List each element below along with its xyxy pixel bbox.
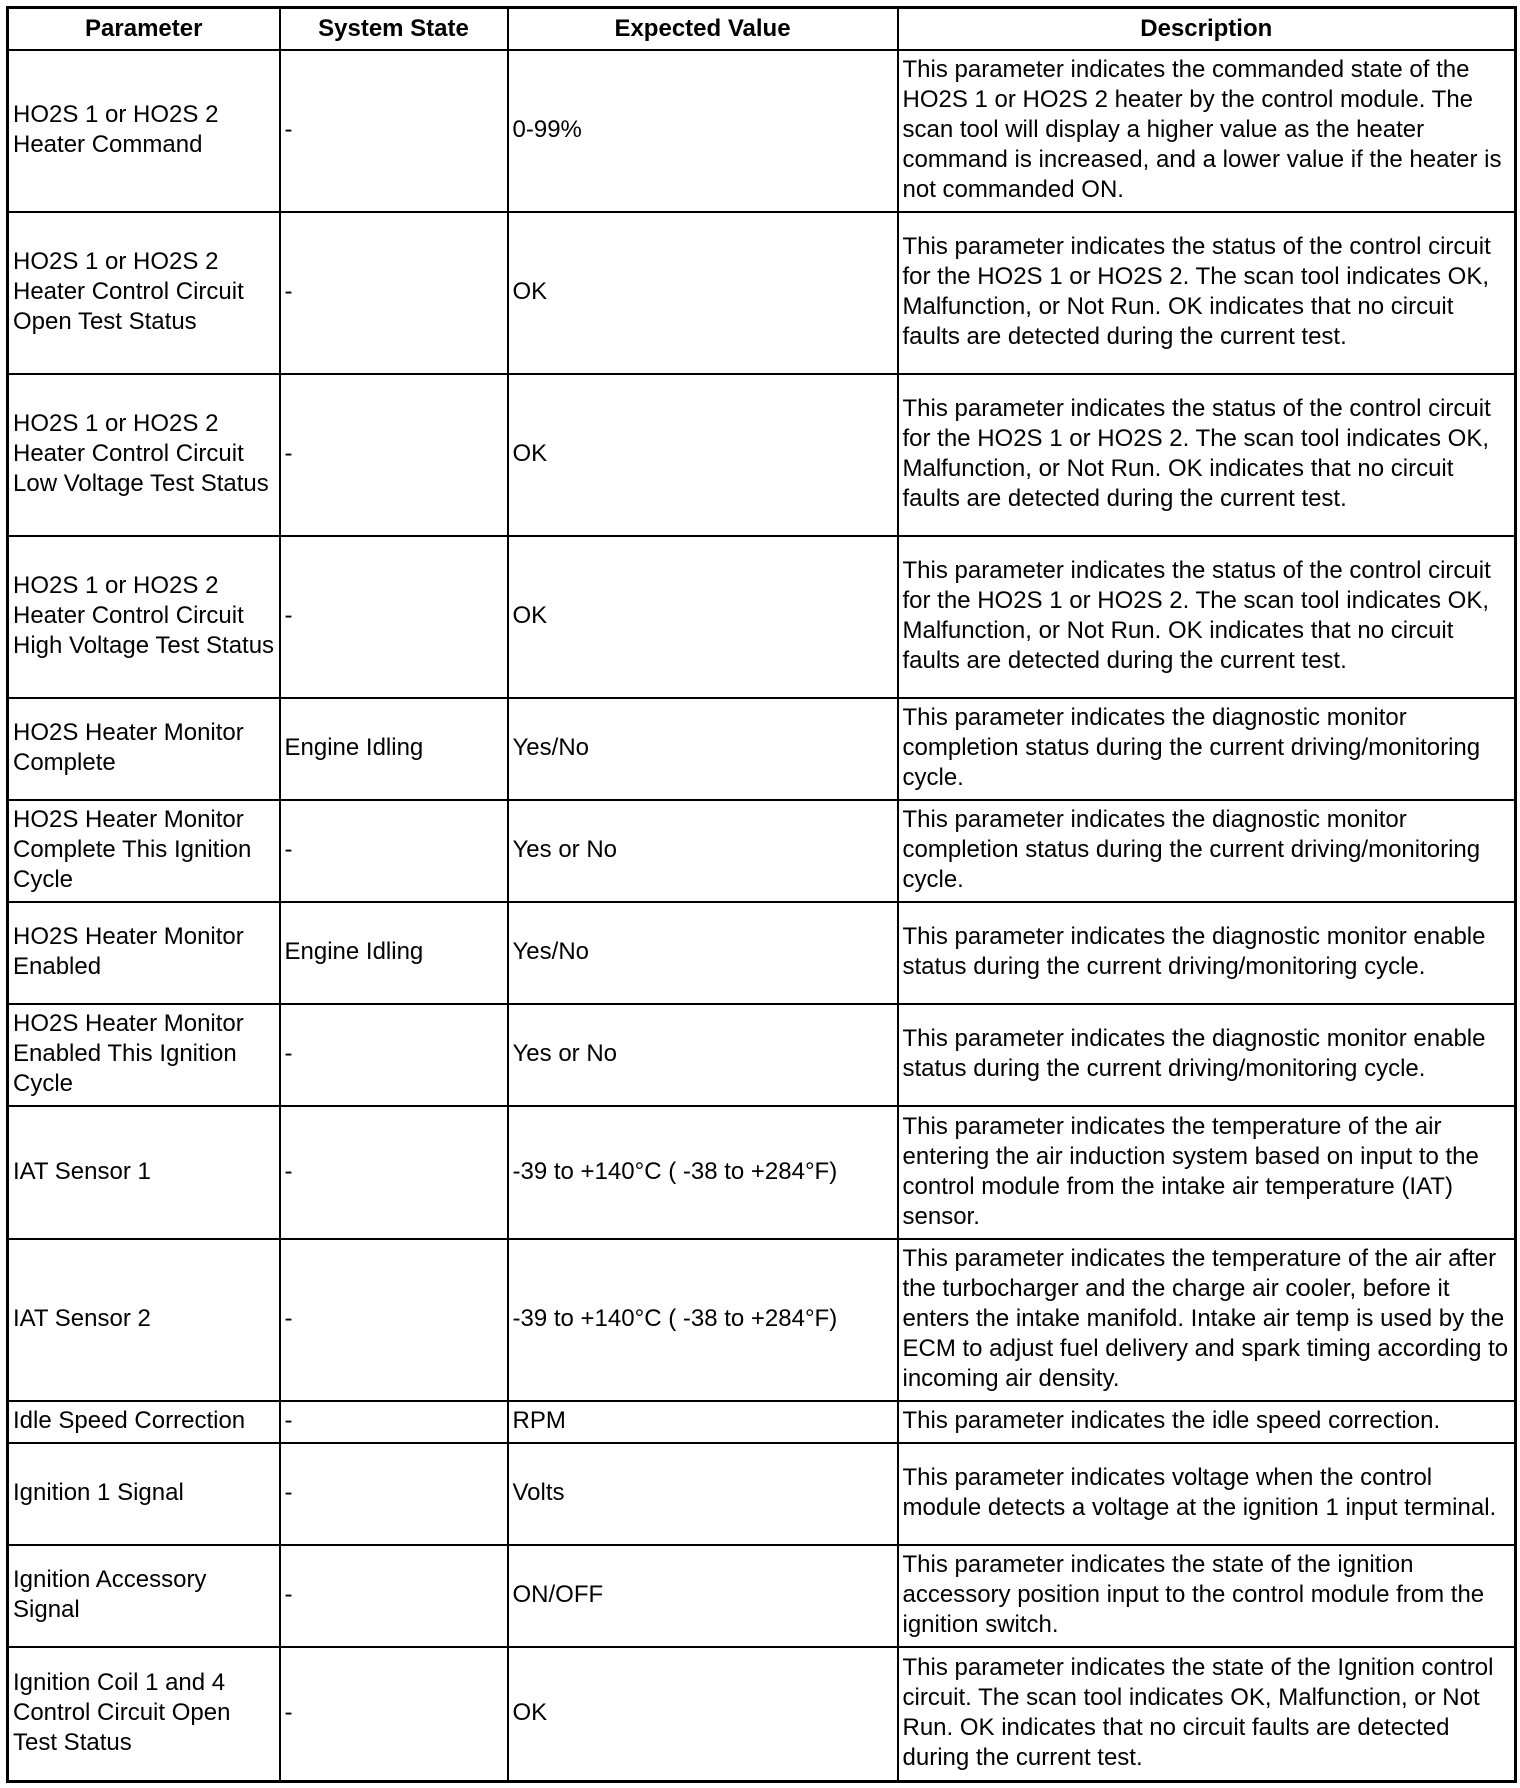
cell-description: This parameter indicates the diagnostic monitor completion status during the current driving/monitoring cycle. — [898, 698, 1516, 800]
table-row — [8, 1545, 1516, 1647]
cell-system-state: - — [280, 1004, 508, 1106]
cell-expected-value: OK — [508, 212, 898, 374]
cell-parameter: HO2S 1 or HO2S 2 Heater Control Circuit High Voltage Test Status — [8, 536, 280, 698]
header-system-state: System State — [280, 8, 508, 51]
cell-parameter: IAT Sensor 2 — [8, 1239, 280, 1401]
cell-expected-value: Yes/No — [508, 902, 898, 1004]
cell-expected-value: 0-99% — [508, 50, 898, 212]
cell-parameter: HO2S 1 or HO2S 2 Heater Command — [8, 50, 280, 212]
cell-expected-value: OK — [508, 374, 898, 536]
table-row — [8, 50, 1516, 212]
cell-description: This parameter indicates the idle speed correction. — [898, 1401, 1516, 1443]
cell-description: This parameter indicates the status of the control circuit for the HO2S 1 or HO2S 2. The scan tool indicates OK, Malfunction, or Not Run. OK indicates that no circuit faults are detected during the current test. — [898, 374, 1516, 536]
cell-description: This parameter indicates the status of the control circuit for the HO2S 1 or HO2S 2. The scan tool indicates OK, Malfunction, or Not Run. OK indicates that no circuit faults are detected during the current test. — [898, 536, 1516, 698]
cell-system-state: - — [280, 1401, 508, 1443]
cell-description: This parameter indicates the state of the ignition accessory position input to the control module from the ignition switch. — [898, 1545, 1516, 1647]
cell-system-state: - — [280, 1545, 508, 1647]
table-header — [8, 8, 1516, 51]
parameter-table-sheet — [6, 6, 1514, 1783]
cell-system-state: - — [280, 50, 508, 212]
cell-parameter: Ignition Accessory Signal — [8, 1545, 280, 1647]
cell-description: This parameter indicates the diagnostic monitor enable status during the current driving/monitoring cycle. — [898, 902, 1516, 1004]
cell-description: This parameter indicates the temperature of the air entering the air induction system based on input to the control module from the intake air temperature (IAT) sensor. — [898, 1106, 1516, 1239]
cell-parameter: HO2S Heater Monitor Enabled This Ignition Cycle — [8, 1004, 280, 1106]
table-row — [8, 1004, 1516, 1106]
cell-expected-value: -39 to +140°C ( -38 to +284°F) — [508, 1239, 898, 1401]
cell-parameter: IAT Sensor 1 — [8, 1106, 280, 1239]
table-row — [8, 1443, 1516, 1545]
cell-parameter: Ignition 1 Signal — [8, 1443, 280, 1545]
header-parameter: Parameter — [8, 8, 280, 51]
cell-description: This parameter indicates the temperature of the air after the turbocharger and the charge air cooler, before it enters the intake manifold. Intake air temp is used by the ECM to adjust fuel delivery and spark timing according to incoming air density. — [898, 1239, 1516, 1401]
cell-description: This parameter indicates the state of the Ignition control circuit. The scan tool indicates OK, Malfunction, or Not Run. OK indicates that no circuit faults are detected during the current test. — [898, 1647, 1516, 1781]
cell-system-state: - — [280, 800, 508, 902]
cell-expected-value: OK — [508, 536, 898, 698]
header-description: Description — [898, 8, 1516, 51]
cell-expected-value: -39 to +140°C ( -38 to +284°F) — [508, 1106, 898, 1239]
table-row — [8, 800, 1516, 902]
cell-system-state: - — [280, 536, 508, 698]
table-row — [8, 902, 1516, 1004]
cell-system-state: - — [280, 1647, 508, 1781]
cell-expected-value: Yes or No — [508, 1004, 898, 1106]
cell-parameter: Ignition Coil 1 and 4 Control Circuit Open Test Status — [8, 1647, 280, 1781]
cell-parameter: HO2S 1 or HO2S 2 Heater Control Circuit Open Test Status — [8, 212, 280, 374]
table-row — [8, 698, 1516, 800]
cell-system-state: - — [280, 1443, 508, 1545]
cell-expected-value: RPM — [508, 1401, 898, 1443]
parameter-table — [6, 6, 1517, 1783]
cell-parameter: HO2S 1 or HO2S 2 Heater Control Circuit Low Voltage Test Status — [8, 374, 280, 536]
table-row — [8, 1647, 1516, 1781]
cell-expected-value: ON/OFF — [508, 1545, 898, 1647]
cell-expected-value: Yes or No — [508, 800, 898, 902]
table-row — [8, 212, 1516, 374]
cell-expected-value: Volts — [508, 1443, 898, 1545]
cell-description: This parameter indicates voltage when the control module detects a voltage at the ignition 1 input terminal. — [898, 1443, 1516, 1545]
cell-system-state: - — [280, 1239, 508, 1401]
table-row — [8, 1106, 1516, 1239]
cell-expected-value: OK — [508, 1647, 898, 1781]
cell-expected-value: Yes/No — [508, 698, 898, 800]
cell-description: This parameter indicates the diagnostic monitor enable status during the current driving/monitoring cycle. — [898, 1004, 1516, 1106]
cell-parameter: HO2S Heater Monitor Complete — [8, 698, 280, 800]
table-row — [8, 374, 1516, 536]
header-expected-value: Expected Value — [508, 8, 898, 51]
cell-description: This parameter indicates the status of the control circuit for the HO2S 1 or HO2S 2. The scan tool indicates OK, Malfunction, or Not Run. OK indicates that no circuit faults are detected during the current test. — [898, 212, 1516, 374]
cell-system-state: - — [280, 1106, 508, 1239]
cell-parameter: Idle Speed Correction — [8, 1401, 280, 1443]
cell-parameter: HO2S Heater Monitor Enabled — [8, 902, 280, 1004]
cell-system-state: Engine Idling — [280, 698, 508, 800]
table-body — [8, 50, 1516, 1781]
cell-description: This parameter indicates the commanded state of the HO2S 1 or HO2S 2 heater by the control module. The scan tool will display a higher value as the heater command is increased, and a lower value if the heater is not commanded ON. — [898, 50, 1516, 212]
header-row — [8, 8, 1516, 51]
cell-system-state: - — [280, 212, 508, 374]
cell-system-state: - — [280, 374, 508, 536]
table-row — [8, 1401, 1516, 1443]
table-row — [8, 536, 1516, 698]
cell-system-state: Engine Idling — [280, 902, 508, 1004]
cell-description: This parameter indicates the diagnostic monitor completion status during the current driving/monitoring cycle. — [898, 800, 1516, 902]
cell-parameter: HO2S Heater Monitor Complete This Ignition Cycle — [8, 800, 280, 902]
table-row — [8, 1239, 1516, 1401]
